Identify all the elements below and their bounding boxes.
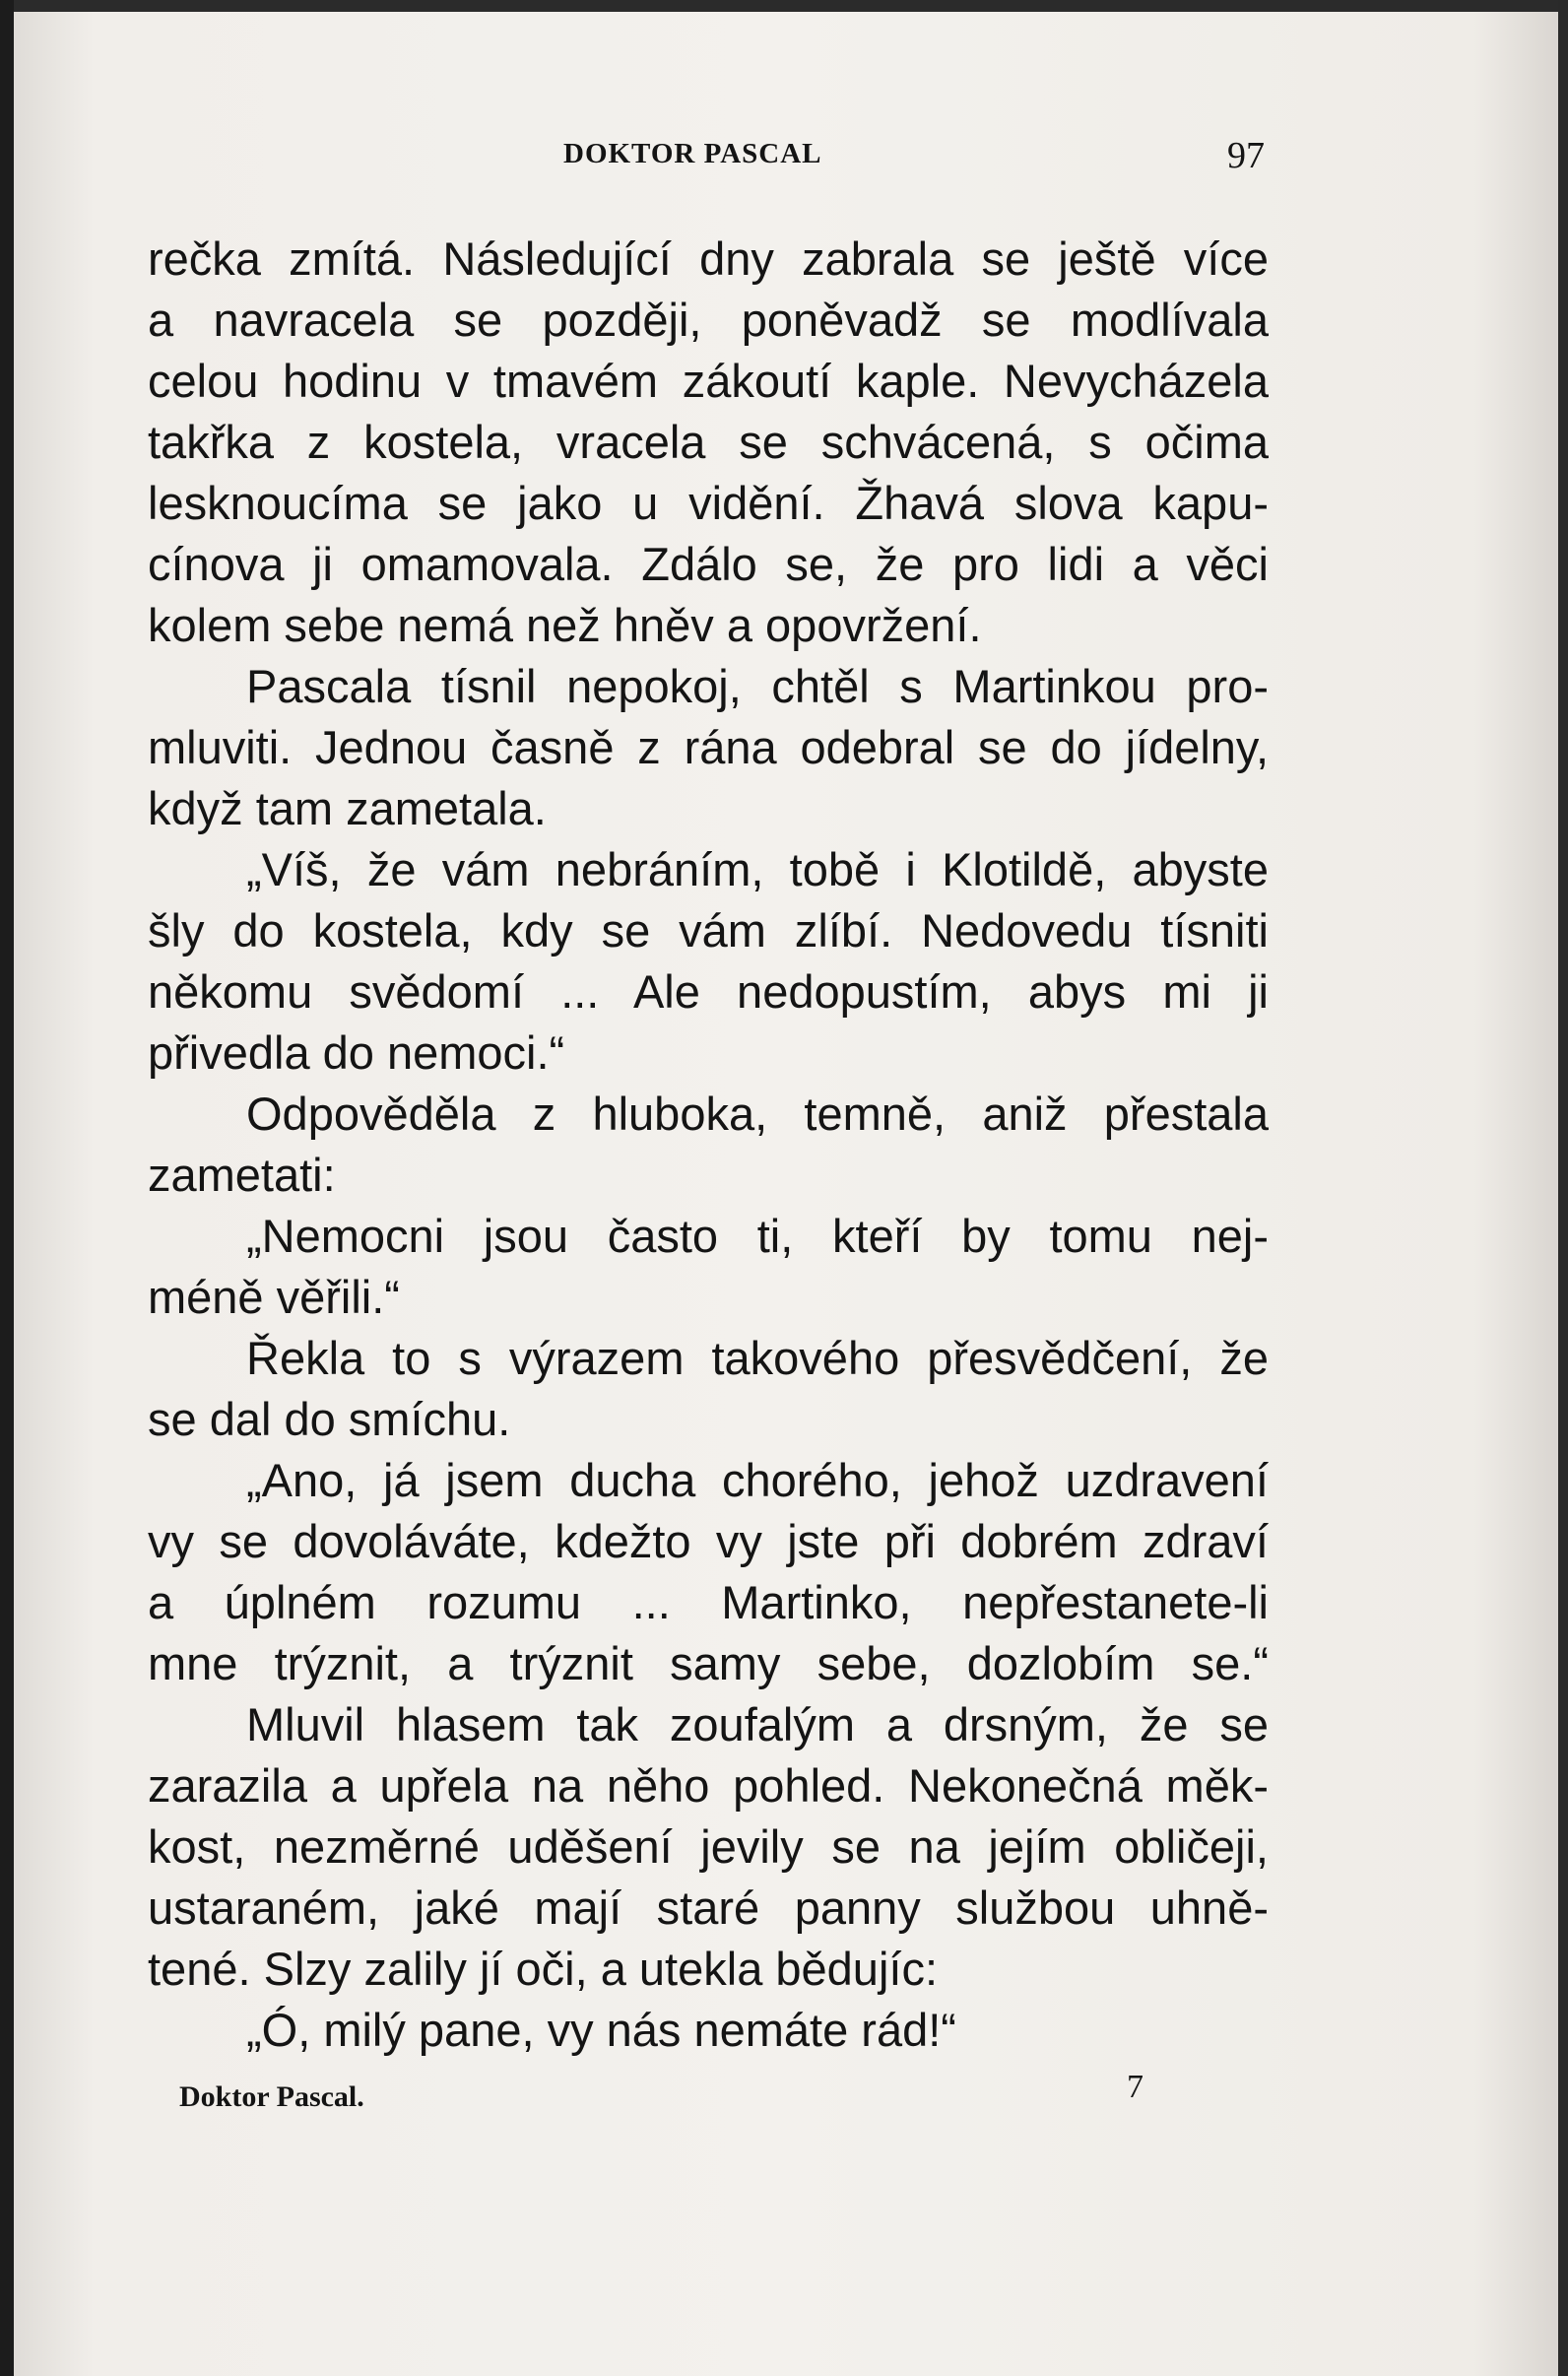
text-line: vy se dovoláváte, kdežto vy jste při dobrém zdraví bbox=[148, 1515, 1269, 1567]
text-line: se dal do smíchu. bbox=[148, 1393, 511, 1445]
text-line: a navracela se později, poněvadž se modlívala bbox=[148, 294, 1269, 346]
text-line: mluviti. Jednou časně z rána odebral se do jídelny, bbox=[148, 721, 1269, 773]
text-line: Mluvil hlasem tak zoufalým a drsným, že se bbox=[246, 1698, 1269, 1750]
page-number: 97 bbox=[1227, 135, 1265, 176]
text-line: kolem sebe nemá než hněv a opovržení. bbox=[148, 599, 982, 651]
scan-top-edge bbox=[0, 0, 1568, 12]
text-line: cínova ji omamovala. Zdálo se, že pro lidi a věci bbox=[148, 538, 1269, 590]
scan-right-edge bbox=[1558, 0, 1568, 2376]
text-line: „Nemocni jsou často ti, kteří by tomu nej- bbox=[246, 1210, 1269, 1262]
text-line: když tam zametala. bbox=[148, 782, 547, 834]
text-line: kost, nezměrné uděšení jevily se na jejím obličeji, bbox=[148, 1820, 1269, 1873]
text-line: „Ó, milý pane, vy nás nemáte rád!“ bbox=[246, 2004, 956, 2056]
footer-book-title: Doktor Pascal. bbox=[179, 2080, 364, 2113]
running-header-title: DOKTOR PASCAL bbox=[563, 138, 822, 169]
footer-signature-mark: 7 bbox=[1127, 2069, 1143, 2105]
text-line: někomu svědomí ... Ale nedopustím, abys mi ji bbox=[148, 965, 1269, 1018]
text-line: Řekla to s výrazem takového přesvědčení, že bbox=[246, 1332, 1269, 1384]
text-line: a úplném rozumu ... Martinko, nepřestanete-li bbox=[148, 1576, 1269, 1628]
text-line: „Víš, že vám nebráním, tobě i Klotildě, abyste bbox=[246, 843, 1269, 895]
text-line: přivedla do nemoci.“ bbox=[148, 1026, 565, 1079]
text-line: rečka zmítá. Následující dny zabrala se ještě více bbox=[148, 232, 1269, 285]
text-line: méně věřili.“ bbox=[148, 1271, 400, 1323]
text-line: Odpověděla z hluboka, temně, aniž přestala bbox=[246, 1088, 1269, 1140]
text-line: ustaraném, jaké mají staré panny službou uhně- bbox=[148, 1881, 1269, 1934]
text-line: lesknoucíma se jako u vidění. Žhavá slova kapu- bbox=[148, 477, 1269, 529]
text-line: zametati: bbox=[148, 1149, 336, 1201]
text-line: celou hodinu v tmavém zákoutí kaple. Nevycházela bbox=[148, 355, 1269, 407]
text-line: Pascala tísnil nepokoj, chtěl s Martinkou pro- bbox=[246, 660, 1269, 712]
text-line: mne trýznit, a trýznit samy sebe, dozlobím se.“ bbox=[148, 1637, 1269, 1689]
text-line: takřka z kostela, vracela se schvácená, s očima bbox=[148, 416, 1269, 468]
body-text bbox=[148, 229, 1269, 2061]
text-line: tené. Slzy zalily jí oči, a utekla bědujíc: bbox=[148, 1943, 939, 1995]
scan-left-edge bbox=[0, 0, 14, 2376]
text-line: „Ano, já jsem ducha chorého, jehož uzdravení bbox=[246, 1454, 1269, 1506]
text-line: šly do kostela, kdy se vám zlíbí. Nedovedu tísniti bbox=[148, 904, 1269, 957]
text-line: zarazila a upřela na něho pohled. Nekonečná měk- bbox=[148, 1759, 1269, 1812]
